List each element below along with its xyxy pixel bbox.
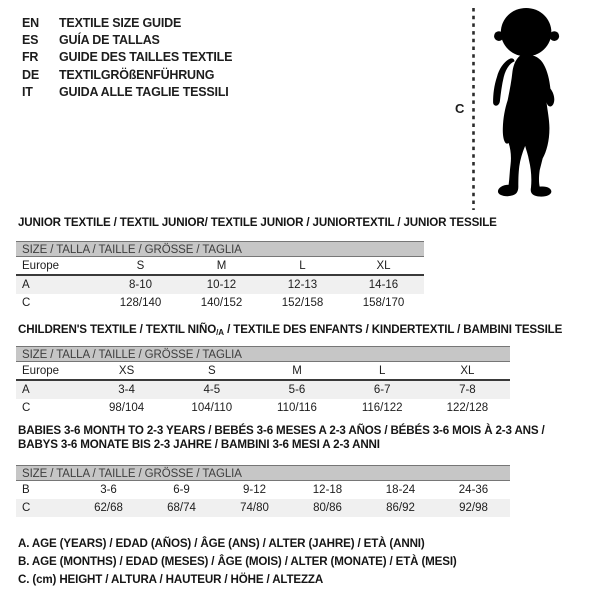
children-title-post: / TEXTILE DES ENFANTS / KINDERTEXTIL / BAMBINI TESSILE (224, 323, 563, 336)
value-cell: 24-36 (458, 484, 489, 496)
language-row-fr (22, 49, 232, 66)
junior-age-row (16, 276, 424, 294)
row-label: A (22, 384, 30, 396)
value-cell: 140/152 (200, 297, 243, 309)
value-cell: 9-12 (242, 484, 267, 496)
junior-size-table (16, 241, 424, 312)
height-measure-dashed-line (470, 8, 478, 210)
value-cell: 62/68 (94, 502, 123, 514)
row-label: C (22, 502, 31, 514)
value-cell: 3-6 (100, 484, 117, 496)
value-cell: 122/128 (446, 402, 489, 414)
value-cell: 5-6 (288, 384, 306, 396)
babies-title-line2: BABYS 3-6 MONATE BIS 2-3 JAHRE / BAMBINI 3-6 MESI A 2-3 ANNI (18, 438, 380, 452)
language-row-en (22, 14, 232, 31)
size-cell: L (299, 260, 306, 272)
children-height-row (16, 399, 510, 417)
size-header-bar: SIZE / TALLA / TAILLE / GRÖSSE / TAGLIA (16, 346, 510, 362)
size-cell: XL (460, 365, 475, 377)
children-age-row (16, 381, 510, 399)
size-cell: S (207, 365, 216, 377)
row-label: Europe (22, 260, 60, 272)
footnote-a: A. AGE (YEARS) / EDAD (AÑOS) / ÂGE (ANS) / ALTER (JAHRE) / ETÀ (ANNI) (18, 537, 425, 550)
value-cell: 116/122 (361, 402, 403, 414)
value-cell: 7-8 (459, 384, 476, 396)
guide-title-it: GUIDA ALLE TAGLIE TESSILI (59, 84, 229, 99)
height-measure-label: C (455, 101, 465, 116)
value-cell: 92/98 (459, 502, 488, 514)
junior-height-row (16, 294, 424, 312)
toddler-figure (450, 0, 600, 216)
babies-months-row (16, 481, 510, 499)
language-row-it (22, 83, 232, 100)
value-cell: 98/104 (109, 402, 145, 414)
children-europe-row (16, 362, 510, 381)
language-code: EN (22, 15, 39, 30)
junior-europe-row (16, 257, 424, 276)
value-cell: 10-12 (206, 279, 237, 291)
language-code: IT (22, 84, 33, 99)
value-cell: 68/74 (167, 502, 196, 514)
row-label: C (22, 402, 31, 414)
children-section-title (18, 323, 562, 337)
size-header-bar: SIZE / TALLA / TAILLE / GRÖSSE / TAGLIA (16, 241, 424, 257)
value-cell: 6-9 (173, 484, 190, 496)
value-cell: 128/140 (119, 297, 162, 309)
guide-title-fr: GUIDE DES TAILLES TEXTILE (59, 50, 233, 65)
value-cell: 12-13 (287, 279, 318, 291)
value-cell: 12-18 (312, 484, 343, 496)
size-header-bar: SIZE / TALLA / TAILLE / GRÖSSE / TAGLIA (16, 465, 510, 481)
footnotes-block (18, 535, 457, 590)
value-cell: 152/158 (281, 297, 324, 309)
row-label: C (22, 297, 31, 309)
value-cell: 158/170 (362, 297, 405, 309)
children-title-pre: CHILDREN'S TEXTILE / TEXTIL NIÑO (18, 323, 217, 336)
language-title-block (22, 14, 232, 100)
children-size-table (16, 346, 510, 417)
size-cell: S (136, 260, 145, 272)
value-cell: 3-4 (118, 384, 135, 396)
size-cell: M (216, 260, 227, 272)
babies-height-row (16, 499, 510, 517)
language-code: FR (22, 50, 39, 65)
babies-size-table (16, 465, 510, 517)
guide-title-de: TEXTILGRÖßENFÜHRUNG (59, 67, 215, 82)
language-code: ES (22, 32, 39, 47)
babies-title-line1: BABIES 3-6 MONTH TO 2-3 YEARS / BEBÉS 3-6 MESES A 2-3 AÑOS / BÉBÉS 3-6 MOIS À 2-3 ANS / (18, 424, 545, 437)
footnote-b: B. AGE (MONTHS) / EDAD (MESES) / ÂGE (MOIS) / ALTER (MONATE) / ETÀ (MESI) (18, 555, 457, 569)
children-title-subscript: /A (216, 328, 225, 337)
value-cell: 104/110 (191, 402, 233, 414)
toddler-silhouette-icon (481, 6, 579, 210)
value-cell: 4-5 (203, 384, 221, 396)
guide-title-en: TEXTILE SIZE GUIDE (59, 15, 182, 30)
size-cell: L (378, 365, 386, 377)
row-label: A (22, 279, 30, 291)
language-code: DE (22, 67, 39, 82)
value-cell: 6-7 (373, 384, 391, 396)
size-cell: XL (376, 260, 391, 272)
value-cell: 18-24 (385, 484, 416, 496)
size-cell: M (292, 365, 302, 377)
footnote-c: C. (cm) HEIGHT / ALTURA / HAUTEUR / HÖHE / ALTEZZA (18, 573, 324, 587)
row-label: B (22, 484, 30, 496)
value-cell: 86/92 (386, 502, 415, 514)
value-cell: 80/86 (313, 502, 342, 514)
size-cell: XS (118, 365, 135, 377)
value-cell: 74/80 (240, 502, 269, 514)
value-cell: 14-16 (368, 279, 399, 291)
value-cell: 8-10 (128, 279, 153, 291)
value-cell: 110/116 (277, 402, 317, 414)
junior-section-title: JUNIOR TEXTILE / TEXTIL JUNIOR/ TEXTILE JUNIOR / JUNIORTEXTIL / JUNIOR TESSILE (18, 216, 497, 229)
babies-section-title (18, 424, 583, 453)
guide-title-es: GUÍA DE TALLAS (59, 32, 160, 47)
language-row-es (22, 31, 232, 48)
language-row-de (22, 66, 232, 83)
row-label: Europe (22, 365, 60, 377)
